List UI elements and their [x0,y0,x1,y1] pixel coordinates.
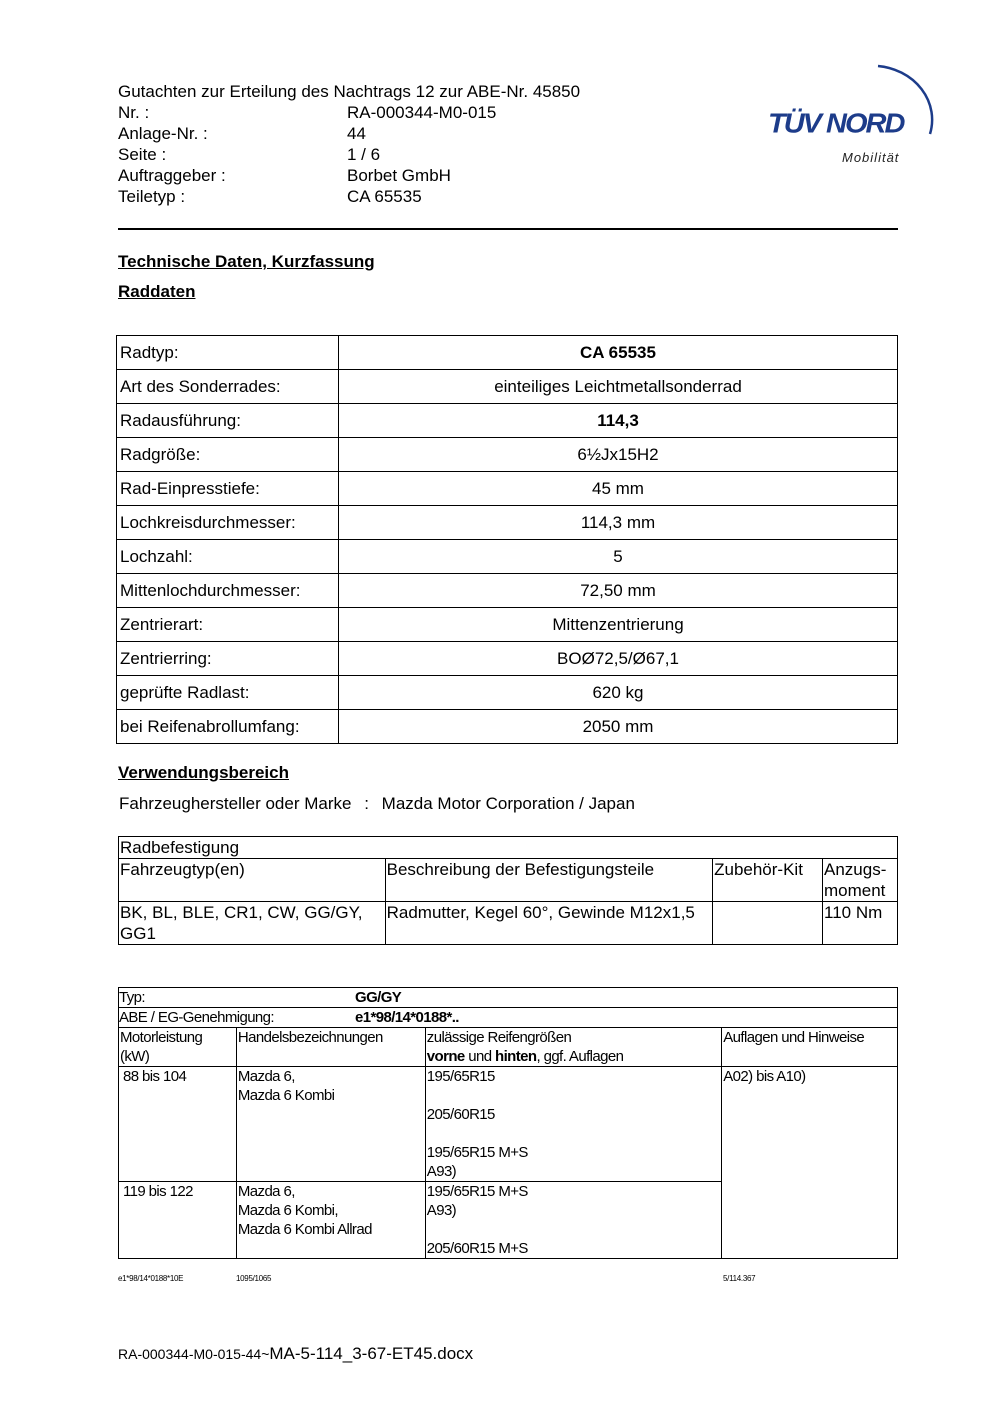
spacer [427,1086,720,1105]
logo-subtitle: Mobilität [842,150,900,165]
wheel-label: Zentrierring: [117,642,339,676]
table-row [117,438,898,472]
wheel-label: Art des Sonderrades: [117,370,339,404]
table-row [117,676,898,710]
header-power: Motorleistung (kW) [119,1028,237,1067]
table-row [119,1028,898,1067]
fixing-header: Fahrzeugtyp(en) [119,859,386,902]
tire-size: 205/60R15 [426,1106,495,1123]
logo-text: TÜV NORD [768,108,904,140]
table-row [117,370,898,404]
wheel-value: 620 kg [339,676,898,710]
table-row [117,574,898,608]
trade-name: Mazda 6 Kombi, [237,1202,338,1219]
wheel-heading: Raddaten [118,282,196,301]
wheel-value: Mittenzentrierung [339,608,898,642]
fixing-header: Anzugs-moment [823,859,898,902]
wheel-value: einteiliges Leichtmetallsonderrad [339,370,898,404]
table-row [117,608,898,642]
wheel-label: bei Reifenabrollumfang: [117,710,339,744]
wheel-value: 114,3 [339,404,898,438]
header-value: Borbet GmbH [347,166,451,185]
tire-size: 195/65R15 [426,1068,495,1085]
header-label: Nr. : [118,103,150,122]
table-row [119,859,898,902]
trade-name: Mazda 6 Kombi [237,1087,335,1104]
fixing-torque: 110 Nm [823,902,898,945]
footnote-code: 5/114.367 [723,1274,756,1283]
wheel-label: Mittenlochdurchmesser: [117,574,339,608]
header-vorne: vorne [426,1048,465,1065]
wheel-value: 6½Jx15H2 [339,438,898,472]
header-value: 1 / 6 [347,145,381,164]
wheel-label: geprüfte Radlast: [117,676,339,710]
names-cell [236,1067,425,1182]
header-sizes-b [427,1047,720,1066]
usage-heading: Verwendungsbereich [118,763,289,782]
fixing-title: Radbefestigung [119,837,898,859]
table-row [117,540,898,574]
document-title: Gutachten zur Erteilung des Nachtrags 12 zur ABE-Nr. 45850 [118,82,581,101]
fixing-desc: Radmutter, Kegel 60°, Gewinde M12x1,5 [385,902,712,945]
tire-size-note: A93) [426,1163,457,1180]
table-row [119,1008,898,1028]
wheel-label: Zentrierart: [117,608,339,642]
table-row [119,902,898,945]
usage-value: Mazda Motor Corporation / Japan [381,794,635,813]
footer-file: MA-5-114_3-67-ET45.docx [269,1344,474,1363]
footer-filename [118,1344,473,1364]
wheel-value: BOØ72,5/Ø67,1 [339,642,898,676]
wheel-label: Radausführung: [117,404,339,438]
header-auflagen: , ggf. Auflagen [536,1048,624,1065]
table-row [117,642,898,676]
trade-name: Mazda 6, [237,1183,295,1200]
header-und: und [464,1048,496,1065]
header-sizes-a: zulässige Reifengrößen [426,1029,572,1046]
fixing-types: BK, BL, BLE, CR1, CW, GG/GY, GG1 [119,902,386,945]
notes-cell: A02) bis A10) [722,1067,898,1259]
header-label: Teiletyp : [118,187,186,206]
tire-table [118,987,898,1259]
header-names: Handelsbezeichnungen [236,1028,425,1067]
header-hinten: hinten [495,1048,537,1065]
names-cell [236,1182,425,1259]
wheel-label: Lochzahl: [117,540,339,574]
wheel-label: Lochkreisdurchmesser: [117,506,339,540]
wheel-value: 5 [339,540,898,574]
wheel-label: Radgröße: [117,438,339,472]
fixing-kit [713,902,823,945]
wheel-label: Radtyp: [117,336,339,370]
table-row [117,472,898,506]
header-divider [118,228,898,230]
header-value: RA-000344-M0-015 [347,103,497,122]
spacer [427,1220,720,1239]
footer-prefix: RA-000344-M0-015-44~ [118,1346,270,1362]
wheel-label: Rad-Einpresstiefe: [117,472,339,506]
typ-value: GG/GY [355,989,402,1006]
wheel-fixing-table [118,836,898,945]
table-row [117,336,898,370]
table-row [117,710,898,744]
table-row [119,1067,898,1182]
tire-size: 195/65R15 M+S [426,1183,528,1200]
usage-separator: : [364,794,369,813]
typ-cell [119,988,898,1008]
power-cell: 119 bis 122 [119,1182,237,1259]
document-header [118,81,580,207]
header-row-anlage [118,123,580,144]
fixing-header: Beschreibung der Befestigungsteile [385,859,712,902]
header-row-teiletyp [118,186,580,207]
power-cell: 88 bis 104 [119,1067,237,1182]
wheel-value: 72,50 mm [339,574,898,608]
wheel-value: CA 65535 [339,336,898,370]
header-label: Seite : [118,145,167,164]
table-row [119,988,898,1008]
header-row-auftraggeber [118,165,580,186]
table-row [119,837,898,859]
wheel-data-table [116,335,898,744]
wheel-value: 114,3 mm [339,506,898,540]
usage-label: Fahrzeughersteller oder Marke [119,794,352,813]
abe-label: ABE / EG-Genehmigung: [119,1009,274,1026]
table-row [117,404,898,438]
section-title: Technische Daten, Kurzfassung [118,252,375,271]
wheel-value: 45 mm [339,472,898,506]
typ-label: Typ: [119,989,145,1006]
header-sizes [425,1028,721,1067]
header-notes: Auflagen und Hinweise [722,1028,898,1067]
tire-size: 195/65R15 M+S [426,1144,528,1161]
tire-size: 205/60R15 M+S [426,1240,528,1257]
sizes-cell [425,1067,721,1182]
abe-cell [119,1008,898,1028]
wheel-value: 2050 mm [339,710,898,744]
trade-name: Mazda 6 Kombi Allrad [237,1221,372,1238]
header-value: 44 [347,124,366,143]
footnote-approval: e1*98/14*0188*10E [118,1274,184,1283]
header-label: Anlage-Nr. : [118,124,208,143]
header-row-seite [118,144,580,165]
spacer [427,1124,720,1143]
table-row [117,506,898,540]
usage-line [119,794,635,814]
tuv-nord-logo [760,56,945,172]
trade-name: Mazda 6, [237,1068,295,1085]
tire-size-note: A93) [426,1202,457,1219]
header-label: Auftraggeber : [118,166,226,185]
fixing-header: Zubehör-Kit [713,859,823,902]
header-value: CA 65535 [347,187,422,206]
abe-value: e1*98/14*0188*.. [355,1009,459,1026]
sizes-cell [425,1182,721,1259]
footnote-ref: 1095/1065 [236,1274,272,1283]
header-row-nr [118,102,580,123]
